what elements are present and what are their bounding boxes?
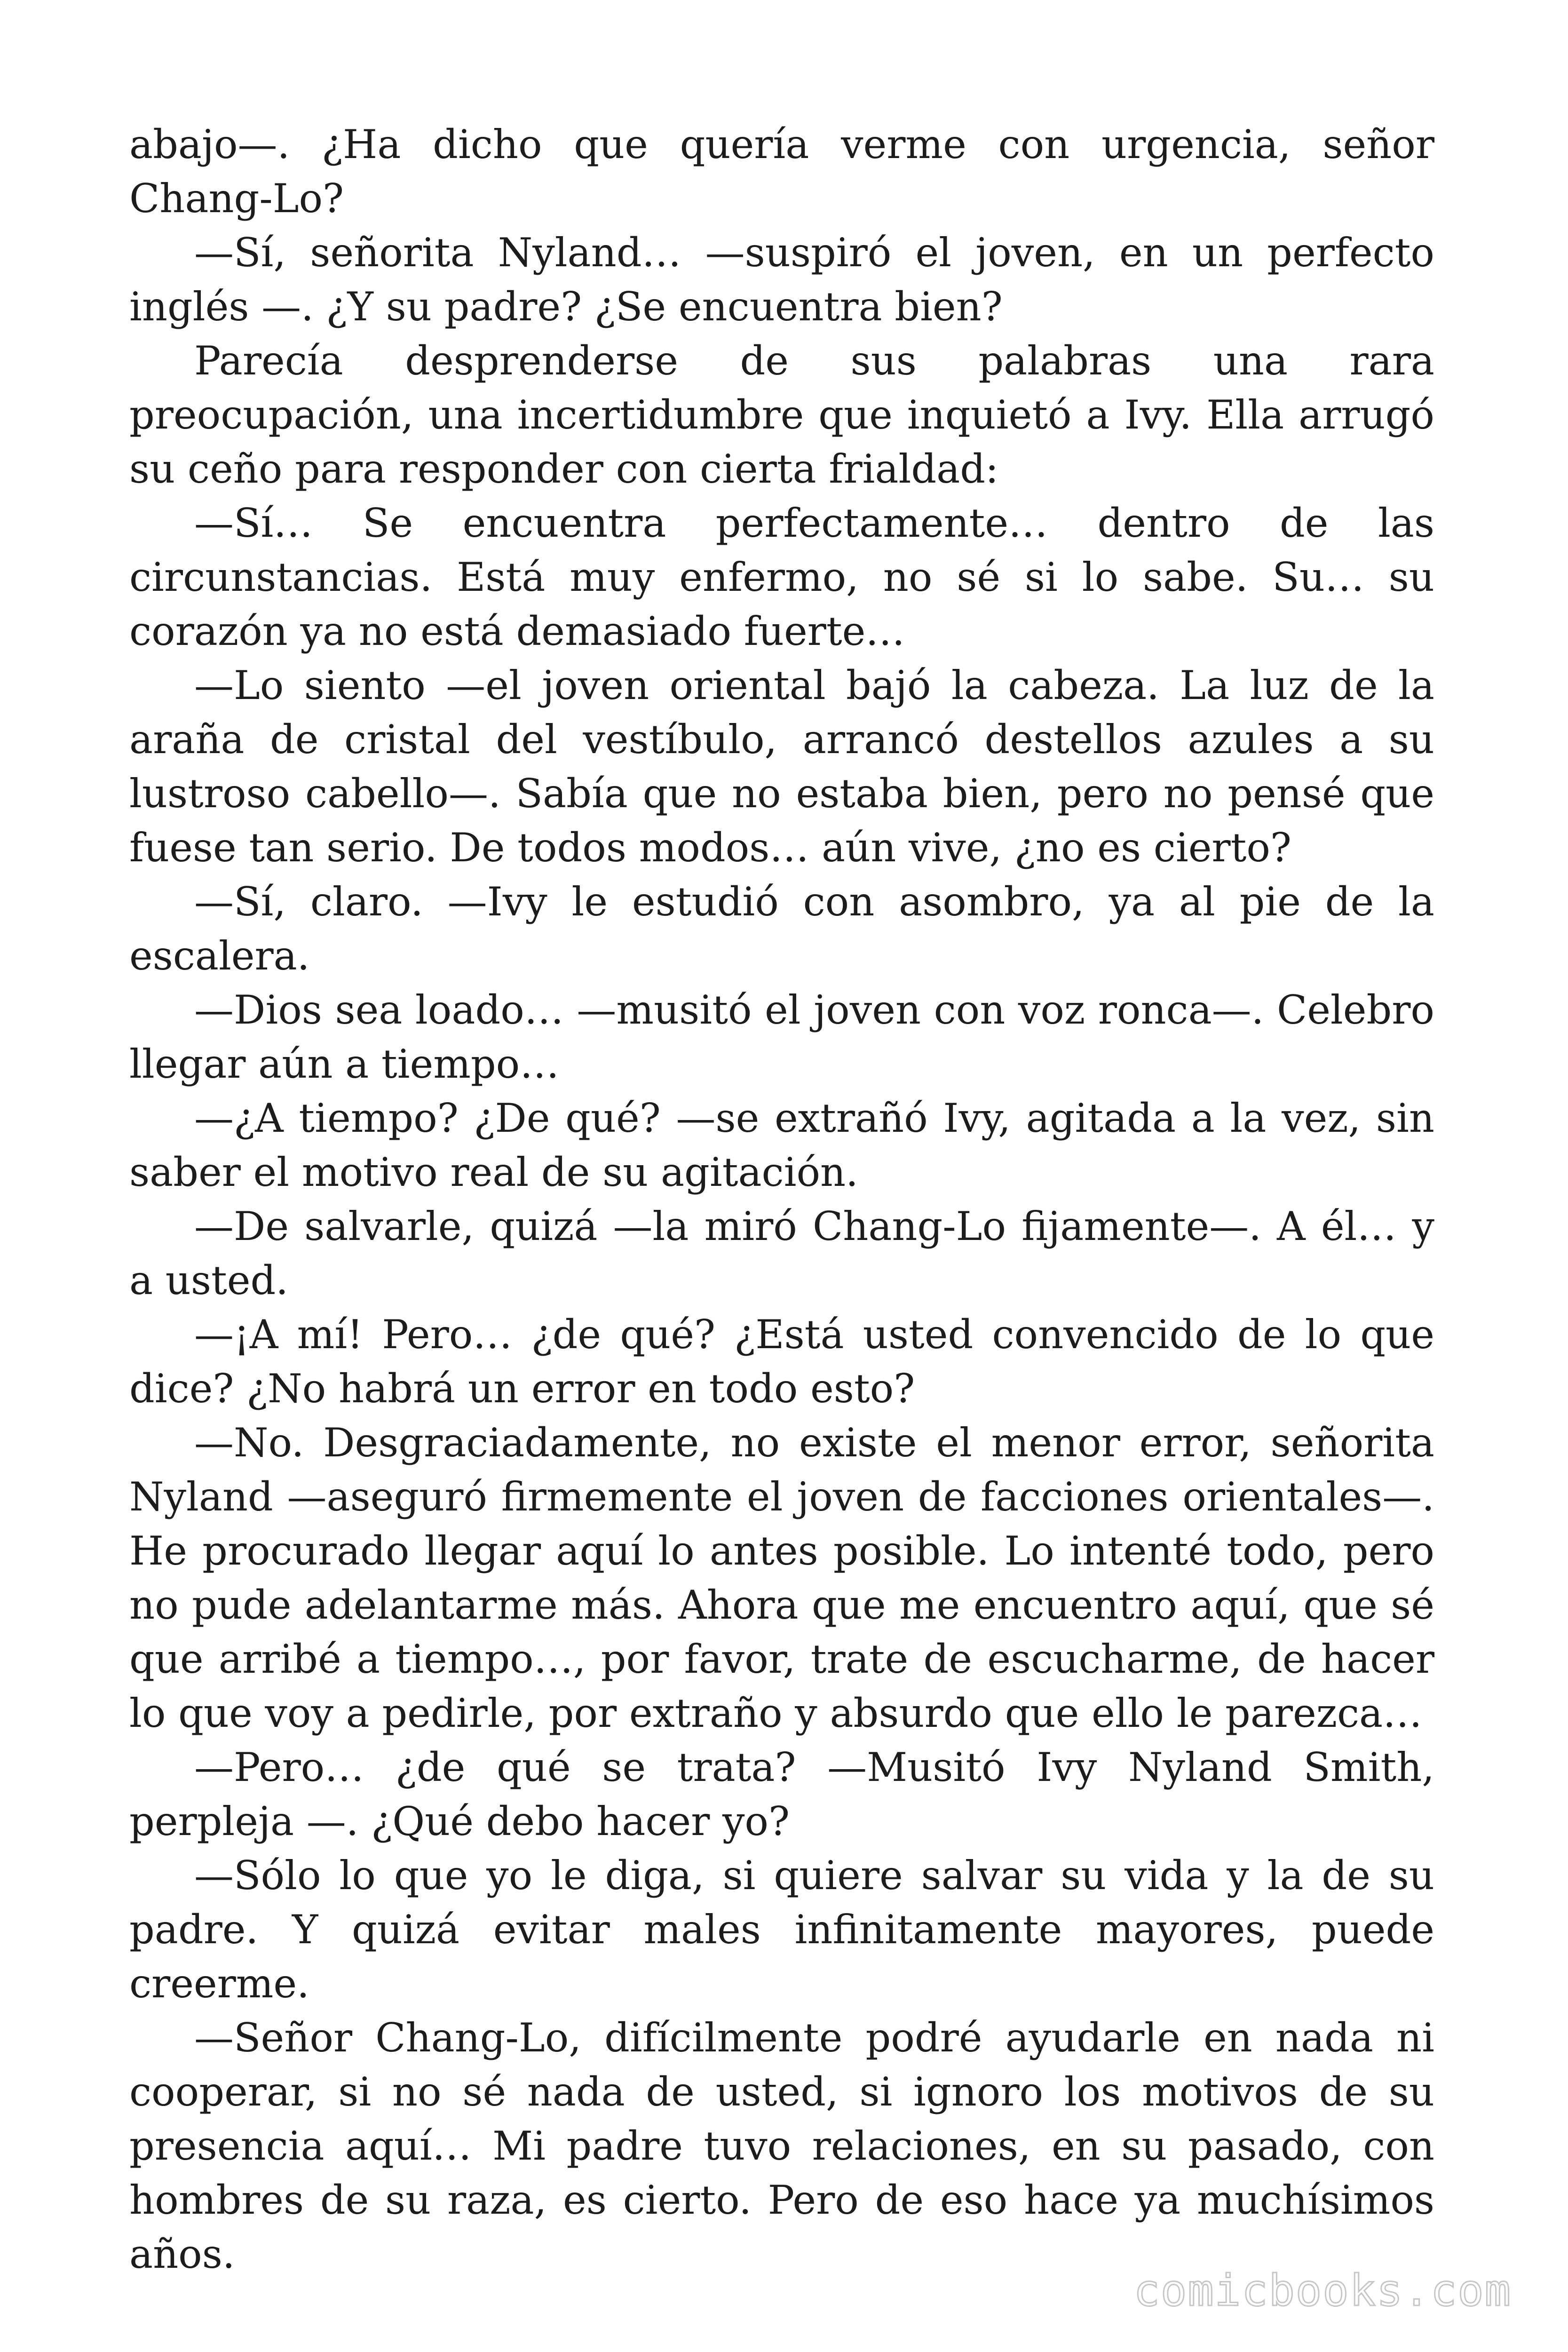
paragraph: —Sí, claro. —Ivy le estudió con asombro, ya al pie de la escalera. <box>129 879 1434 979</box>
paragraph: —Sólo lo que yo le diga, si quiere salvar su vida y la de su padre. Y quizá evitar males infinitamente mayores, puede creerme. <box>129 1852 1434 2007</box>
paragraph: —Señor Chang-Lo, difícilmente podré ayudarle en nada ni cooperar, si no sé nada de usted, si ignoro los motivos de su presencia aquí… Mi padre tuvo relaciones, en su pasado, con hombres de su raza, es cierto. Pero de eso hace ya muchísimos años. <box>129 2015 1434 2277</box>
paragraph: —Pero… ¿de qué se trata? —Musitó Ivy Nyland Smith, perpleja —. ¿Qué debo hacer yo? <box>129 1744 1434 1844</box>
paragraph: —Sí, señorita Nyland… —suspiró el joven, en un perfecto inglés —. ¿Y su padre? ¿Se encuentra bien? <box>129 230 1434 330</box>
paragraph: —Lo siento —el joven oriental bajó la cabeza. La luz de la araña de cristal del vestíbulo, arrancó destellos azules a su lustroso cabello—. Sabía que no estaba bien, pero no pensé que fuese tan serio. De todos modos… aún vive, ¿no es cierto? <box>129 662 1434 871</box>
paragraph: —Sí… Se encuentra perfectamente… dentro de las circunstancias. Está muy enfermo, no sé si lo sabe. Su… su corazón ya no está demasiado fuerte… <box>129 500 1434 654</box>
paragraph: Parecía desprenderse de sus palabras una rara preocupación, una incertidumbre que inquietó a Ivy. Ella arrugó su ceño para responder con cierta frialdad: <box>129 338 1434 492</box>
paragraph: —¡A mí! Pero… ¿de qué? ¿Está usted convencido de lo que dice? ¿No habrá un error en todo esto? <box>129 1311 1434 1412</box>
book-page-text <box>129 118 1434 2277</box>
paragraph: abajo—. ¿Ha dicho que quería verme con urgencia, señor Chang-Lo? <box>129 121 1434 222</box>
paragraph: —No. Desgraciadamente, no existe el menor error, señorita Nyland —aseguró firmemente el joven de facciones orientales—. He procurado llegar aquí lo antes posible. Lo intenté todo, pero no pude adelantarme más. Ahora que me encuentro aquí, que sé que arribé a tiempo…, por favor, trate de escucharme, de hacer lo que voy a pedirle, por extraño y absurdo que ello le parezca… <box>129 1420 1434 1736</box>
paragraph: —De salvarle, quizá —la miró Chang-Lo fijamente—. A él… y a usted. <box>129 1203 1434 1303</box>
paragraph: —Dios sea loado… —musitó el joven con voz ronca—. Celebro llegar aún a tiempo… <box>129 987 1434 1087</box>
paragraph: —¿A tiempo? ¿De qué? —se extrañó Ivy, agitada a la vez, sin saber el motivo real de su agitación. <box>129 1095 1434 1195</box>
watermark-text: comicbooks.com <box>1133 2265 1512 2316</box>
